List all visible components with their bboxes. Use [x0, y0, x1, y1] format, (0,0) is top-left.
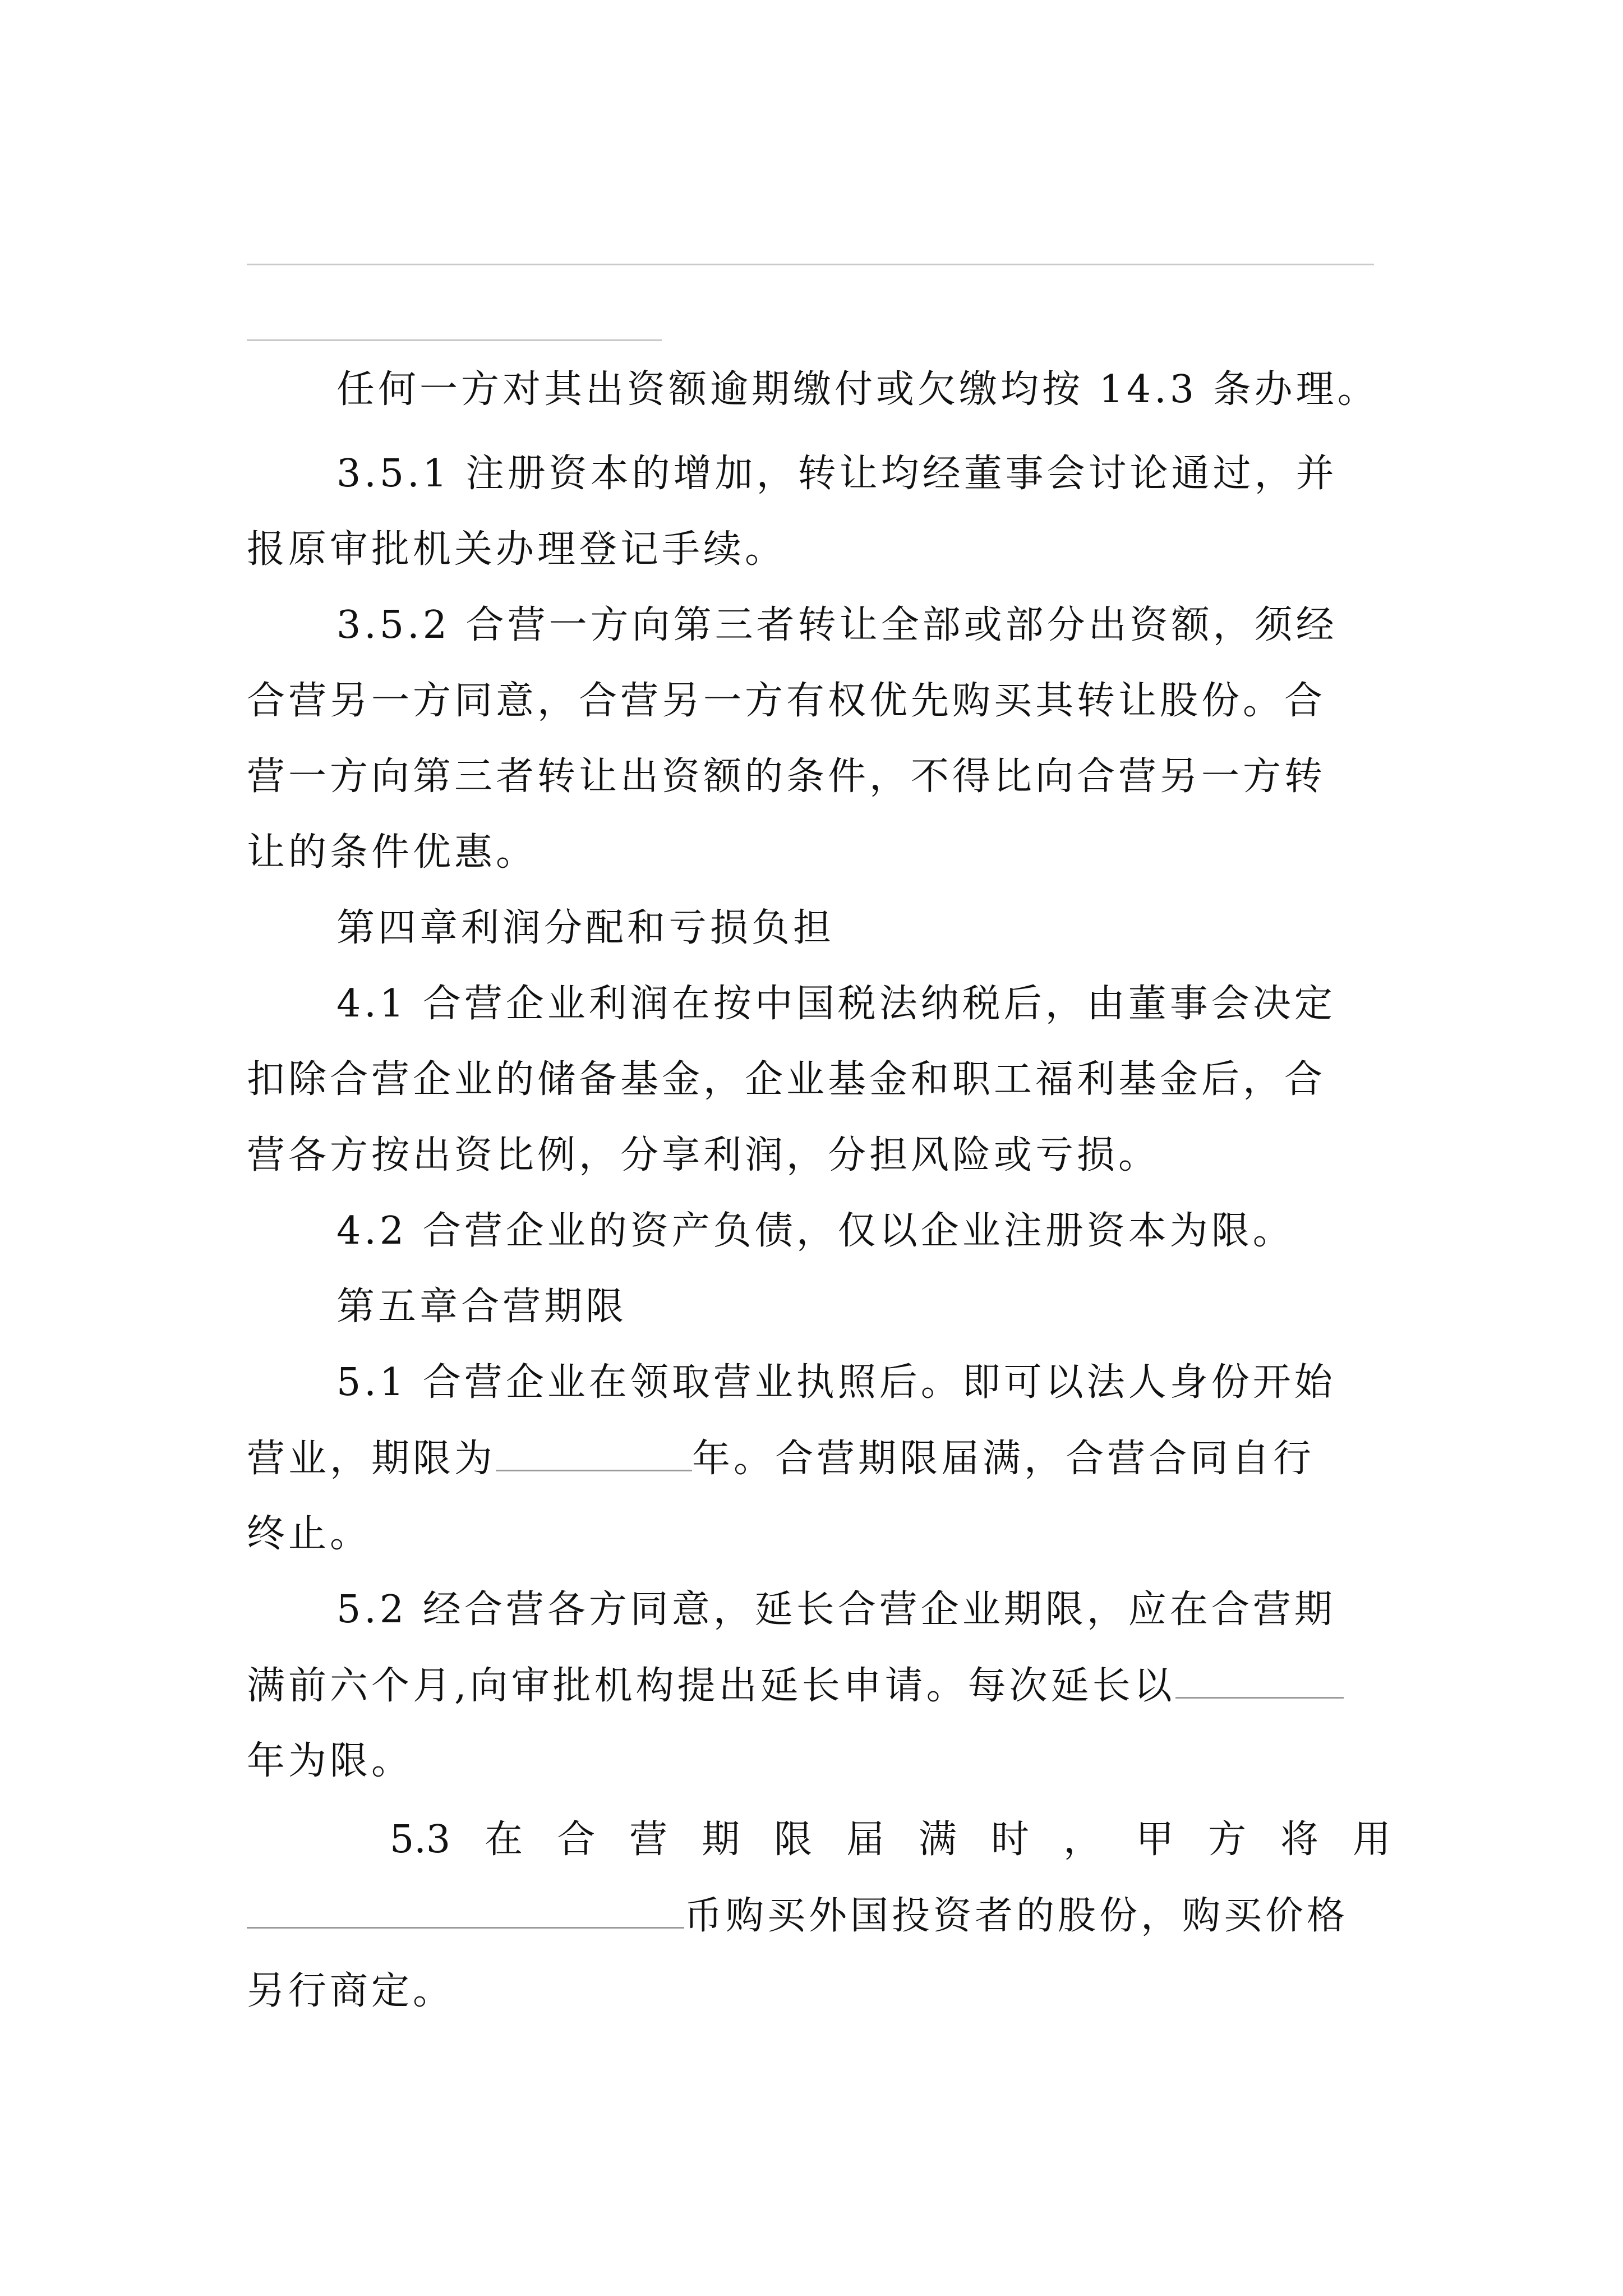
text-run: 币购买外国投资者的股份，购买价格: [684, 1894, 1349, 1938]
text-token: 甲: [1135, 1818, 1174, 1862]
text-token: 限: [774, 1818, 813, 1862]
paragraph-line: 报原审批机关办理登记手续。: [247, 527, 787, 572]
paragraph-line: 任何一方对其出资额逾期缴付或欠缴均按 14.3 条办理。: [336, 367, 1379, 412]
paragraph-line: 3.5.2 合营一方向第三者转让全部或部分出资额，须经: [336, 603, 1338, 647]
paragraph-line: 4.1 合营企业利润在按中国税法纳税后，由董事会决定: [336, 982, 1336, 1026]
paragraph-line: 5.1 合营企业在领取营业执照后。即可以法人身份开始: [336, 1360, 1336, 1405]
header-rule: [247, 264, 1374, 265]
text-token: 用: [1352, 1818, 1391, 1862]
text-run: 满前六个月,向审批机构提出延长申请。每次延长以: [247, 1664, 1175, 1708]
paragraph-line: [247, 1436, 1391, 1481]
header-rule-short: [247, 339, 662, 341]
text-token: 届: [846, 1818, 885, 1862]
paragraph-line: 4.2 合营企业的资产负债，仅以企业注册资本为限。: [336, 1209, 1294, 1253]
paragraph-line: 年为限。: [247, 1739, 413, 1783]
fill-in-blank[interactable]: [496, 1436, 692, 1471]
paragraph-line: 3.5.1 注册资本的增加，转让均经董事会讨论通过，并: [336, 452, 1338, 496]
text-token: 时: [991, 1818, 1030, 1862]
fill-in-blank[interactable]: [1175, 1663, 1344, 1699]
paragraph-line: 让的条件优惠。: [247, 830, 538, 875]
paragraph-line: 合营另一方同意，合营另一方有权优先购买其转让股份。合: [247, 679, 1326, 723]
text-token: 期: [702, 1818, 740, 1862]
paragraph-line: [247, 1893, 1391, 1939]
text-token: 5.3: [390, 1818, 451, 1862]
paragraph-line: 扣除合营企业的储备基金，企业基金和职工福利基金后，合: [247, 1057, 1326, 1102]
text-token: 营: [629, 1818, 668, 1862]
paragraph-line: 终止。: [247, 1512, 372, 1556]
chapter-heading: 第四章利润分配和亏损负担: [336, 906, 835, 950]
paragraph-line: 营一方向第三者转让出资额的条件，不得比向合营另一方转: [247, 754, 1326, 799]
fill-in-blank[interactable]: [247, 1893, 684, 1929]
text-token: 将: [1280, 1818, 1318, 1862]
paragraph-line: 另行商定。: [247, 1969, 455, 2013]
chapter-heading: 第五章合营期限: [336, 1285, 628, 1329]
paragraph-line: [247, 1663, 1391, 1709]
text-token: 满: [919, 1818, 957, 1862]
text-token: 合: [557, 1818, 596, 1862]
text-token: 方: [1207, 1818, 1246, 1862]
paragraph-line: 5.2 经合营各方同意，延长合营企业期限，应在合营期: [336, 1588, 1336, 1632]
text-run: 年。合营期限届满，合营合同自行: [692, 1437, 1315, 1481]
paragraph-line: 营各方按出资比例，分享利润，分担风险或亏损。: [247, 1133, 1160, 1177]
text-token: 在: [485, 1818, 523, 1862]
text-run: 营业，期限为: [247, 1437, 496, 1481]
text-token: ，: [1063, 1818, 1102, 1862]
paragraph-line-justified: [390, 1818, 1391, 1862]
